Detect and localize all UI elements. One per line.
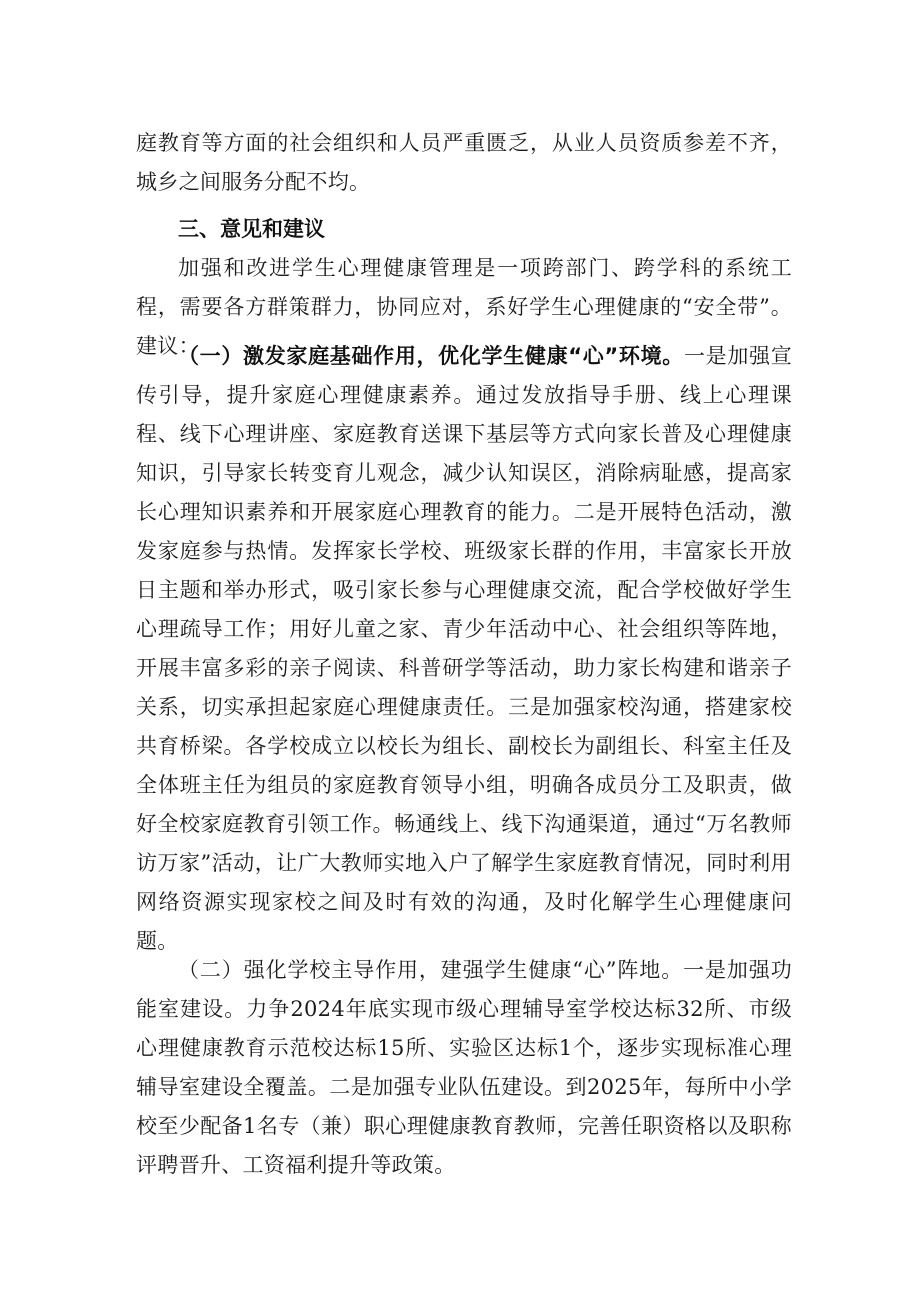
paragraph-family-role-body: 一是加强宣传引导，提升家庭心理健康素养。通过发放指导手册、线上心理课程、线下心理讲座、家庭教育送课下基层等方式向家长普及心理健康知识，引导家长转变育儿观念，减少认知误区，消除病耻感，提高家长心理知识素养和开展家庭心理教育的能力。二是开展特色活动，激发家庭参与热情。发挥家长学校、班级家长群的作用，丰富家长开放日主题和举办形式，吸引家长参与心理健康交流，配合学校做好学生心理疏导工作；用好儿童之家、青少年活动中心、社会组织等阵地，开展丰富多彩的亲子阅读、科普研学等活动，助力家长构建和谐亲子关系，切实承担起家庭心理健康责任。三是加强家校沟通，搭建家校共育桥梁。各学校成立以校长为组长、副校长为副组长、科室主任及全体班主任为组员的家庭教育领导小组，明确各成员分工及职责，做好全校家庭教育引领工作。畅通线上、线下沟通渠道，通过“万名教师访万家”活动，让广大教师实地入户了解学生家庭教育情况，同时利用网络资源实现家校之间及时有效的沟通，及时化解学生心理健康问题。	[136, 344, 792, 953]
paragraph-intro: 加强和改进学生心理健康管理是一项跨部门、跨学科的系统工程，需要各方群策群力，协同应对，系好学生心理健康的“安全带”。建议：	[136, 256, 792, 358]
paragraph-family-role	[136, 337, 792, 961]
paragraph-family-role-lead: （一）激发家庭基础作用，优化学生健康“心”环境。	[178, 344, 684, 368]
paragraph-continued: 庭教育等方面的社会组织和人员严重匮乏，从业人员资质参差不齐，城乡之间服务分配不均。	[136, 131, 792, 194]
section-heading: 三、意见和建议	[178, 217, 325, 241]
paragraph-school-role: （二）强化学校主导作用，建强学生健康“心”阵地。一是加强功能室建设。力争2024年底实现市级心理辅导室学校达标32所、市级心理健康教育示范校达标15所、实验区达标1个，逐步实现标准心理辅导室建设全覆盖。二是加强专业队伍建设。到2025年，每所中小学校至少配备1名专（兼）职心理健康教育教师，完善任职资格以及职称评聘晋升、工资福利提升等政策。	[136, 958, 792, 1177]
